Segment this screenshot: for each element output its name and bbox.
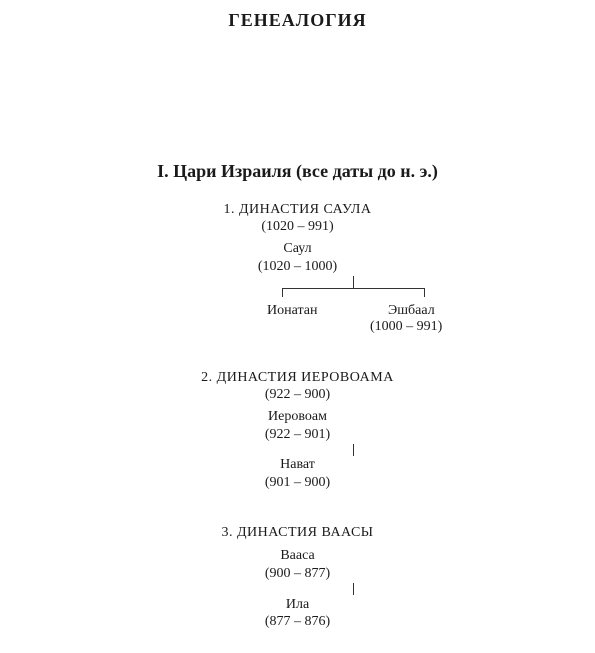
dynasty-title: 2. ДИНАСТИЯ ИЕРОВОАМА xyxy=(201,370,394,385)
person-name: Нават xyxy=(280,457,315,472)
person-name: Эшбаал xyxy=(388,303,435,318)
tree-connector xyxy=(353,583,354,595)
person-name: Вааса xyxy=(280,548,315,563)
tree-connector xyxy=(282,288,425,289)
tree-connector xyxy=(353,444,354,456)
tree-connector xyxy=(424,288,425,297)
dynasty-years: (1020 – 991) xyxy=(261,219,334,234)
person-name: Иеровоам xyxy=(268,409,327,424)
person-years: (901 – 900) xyxy=(264,475,331,490)
person-years: (1000 – 991) xyxy=(370,319,443,334)
section-title: I. Цари Израиля (все даты до н. э.) xyxy=(157,161,438,181)
person-years: (877 – 876) xyxy=(264,614,331,629)
person-name: Ионатан xyxy=(267,303,318,318)
page-title: ГЕНЕАЛОГИЯ xyxy=(228,10,367,30)
dynasty-title: 1. ДИНАСТИЯ САУЛА xyxy=(223,202,372,217)
person-years: (922 – 901) xyxy=(264,427,331,442)
person-years: (1020 – 1000) xyxy=(257,259,338,274)
person-name: Ила xyxy=(285,597,310,612)
dynasty-years: (922 – 900) xyxy=(264,387,331,402)
dynasty-title: 3. ДИНАСТИЯ ВААСЫ xyxy=(221,525,374,540)
tree-connector xyxy=(282,288,283,297)
person-years: (900 – 877) xyxy=(264,566,331,581)
person-name: Саул xyxy=(283,241,312,256)
